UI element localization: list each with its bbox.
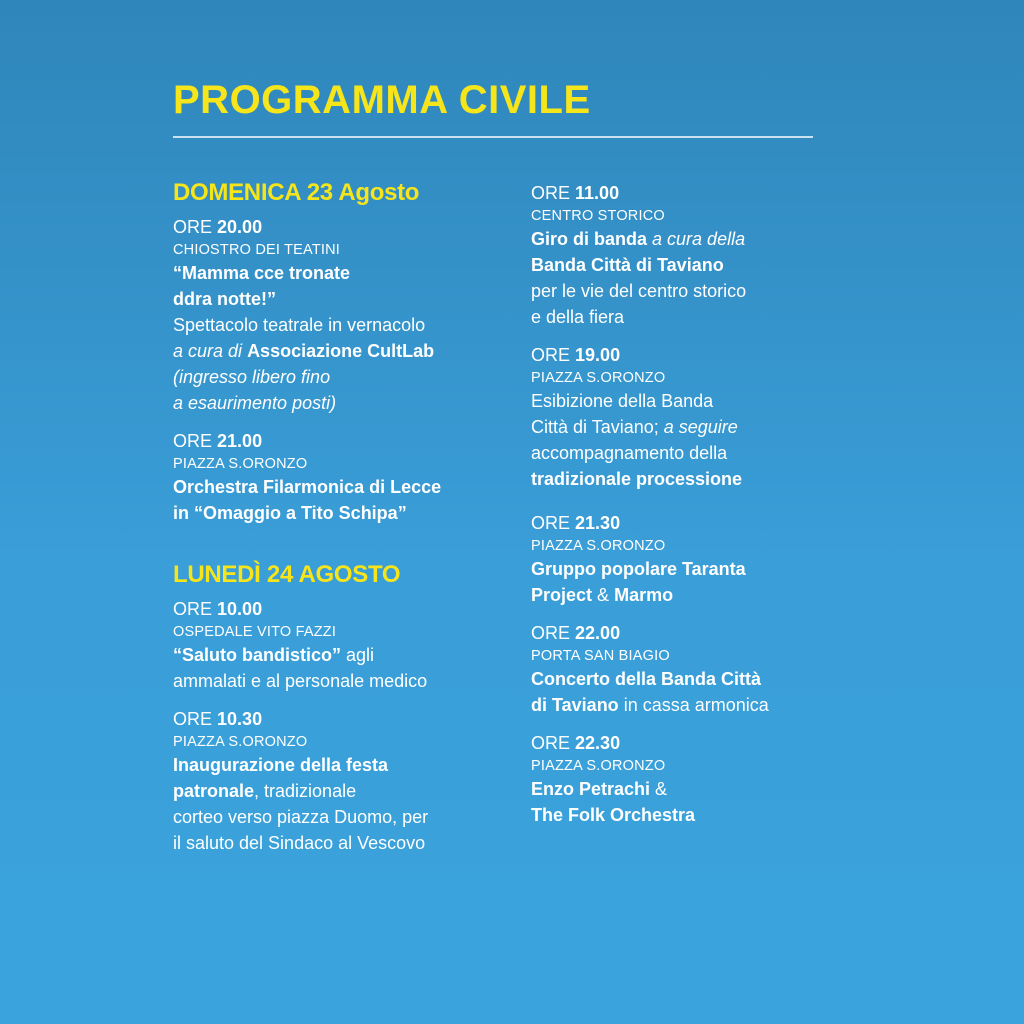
- event-monday-2130: [531, 510, 841, 608]
- event-place: PIAZZA S.ORONZO: [173, 734, 308, 750]
- event-place: PIAZZA S.ORONZO: [531, 758, 666, 774]
- event-description: “Mamma cce tronate ddra notte!” Spettacolo teatrale in vernacolo a cura di Associazione CultLab (ingresso libero fino a esaurimento posti): [173, 263, 435, 413]
- event-monday-1900: [531, 342, 841, 492]
- event-place: CENTRO STORICO: [531, 208, 665, 224]
- event-time: ORE 19.00: [531, 345, 621, 365]
- title-divider: [173, 136, 813, 138]
- event-time: ORE 22.00: [531, 623, 621, 643]
- event-description: Orchestra Filarmonica di Lecce in “Omaggio a Tito Schipa”: [173, 477, 442, 523]
- event-description: Inaugurazione della festa patronale, tradizionale corteo verso piazza Duomo, per il saluto del Sindaco al Vescovo: [173, 755, 429, 853]
- page-title: PROGRAMMA CIVILE: [173, 78, 591, 122]
- event-description: Gruppo popolare Taranta Project & Marmo: [531, 559, 746, 605]
- event-time: ORE 21.00: [173, 431, 263, 451]
- event-place: PORTA SAN BIAGIO: [531, 648, 670, 664]
- day-heading-sunday: DOMENICA 23 Agosto: [173, 179, 420, 206]
- event-description: Enzo Petrachi & The Folk Orchestra: [531, 779, 696, 825]
- event-monday-1000: [173, 596, 483, 694]
- right-column: [531, 180, 841, 840]
- event-time: ORE 20.00: [173, 217, 263, 237]
- event-time: ORE 11.00: [531, 183, 620, 203]
- event-monday-1100: [531, 180, 841, 330]
- event-place: PIAZZA S.ORONZO: [173, 456, 308, 472]
- event-place: PIAZZA S.ORONZO: [531, 538, 666, 554]
- event-time: ORE 22.30: [531, 733, 621, 753]
- event-monday-2230: [531, 730, 841, 828]
- event-description: “Saluto bandistico” agli ammalati e al personale medico: [173, 645, 428, 691]
- event-description: Esibizione della Banda Città di Taviano; a seguire accompagnamento della tradizionale processione: [531, 391, 743, 489]
- event-sunday-2100: [173, 428, 483, 526]
- day-heading-monday: LUNEDÌ 24 AGOSTO: [173, 561, 401, 588]
- event-time: ORE 21.30: [531, 513, 621, 533]
- event-monday-1030: [173, 706, 483, 856]
- event-description: Giro di banda a cura della Banda Città di Taviano per le vie del centro storico e della fiera: [531, 229, 747, 327]
- event-description: Concerto della Banda Città di Taviano in cassa armonica: [531, 669, 769, 715]
- event-monday-2200: [531, 620, 841, 718]
- left-column: [173, 178, 483, 868]
- event-place: CHIOSTRO DEI TEATINI: [173, 242, 341, 258]
- event-sunday-2000: [173, 214, 483, 416]
- event-place: OSPEDALE VITO FAZZI: [173, 624, 337, 640]
- event-place: PIAZZA S.ORONZO: [531, 370, 666, 386]
- event-time: ORE 10.30: [173, 709, 263, 729]
- event-time: ORE 10.00: [173, 599, 263, 619]
